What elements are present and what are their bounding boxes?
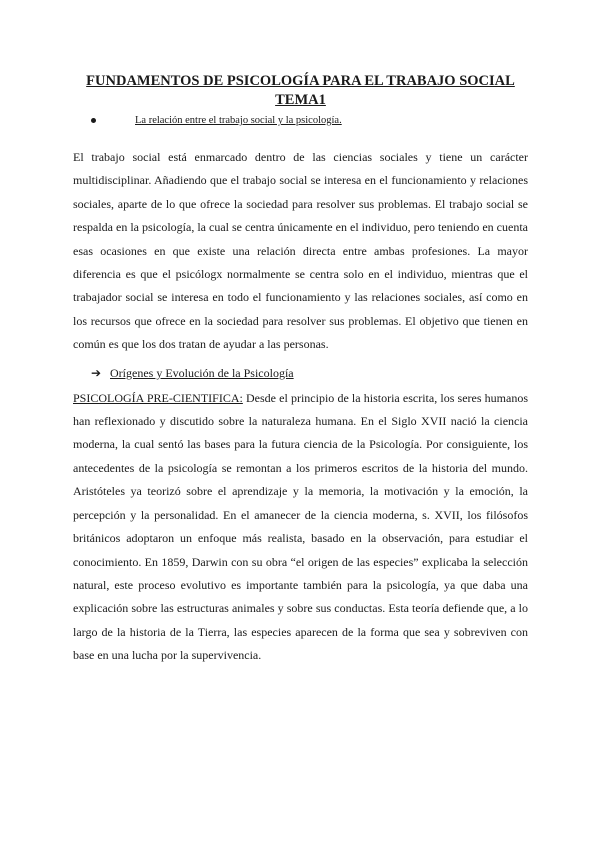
document-title bbox=[73, 72, 528, 110]
title-line-topic: TEMA1 bbox=[275, 92, 326, 108]
document-page bbox=[73, 72, 528, 668]
title-line-main: FUNDAMENTOS DE PSICOLOGÍA PARA EL TRABAJO SOCIAL bbox=[86, 73, 515, 89]
paragraph-precientifica bbox=[73, 387, 528, 668]
paragraph-intro: El trabajo social está enmarcado dentro de las ciencias sociales y tiene un carácter multidisciplinar. Añadiendo que el trabajo social se interesa en el funcionamiento y relaciones sociales, aparte de lo que ofrece la sociedad para resolver sus problemas. El trabajo social se respalda en la psicología, la cual se centra únicamente en el individuo, pero teniendo en cuenta esas ocasiones en que existe una relación directa entre ambas profesiones. La mayor diferencia es que el psicólogx normalmente se centra solo en el individuo, mientras que el trabajador social se interesa en todo el funcionamiento y las relaciones sociales, así como en los recursos que ofrece en la sociedad para resolver sus problemas. El objetivo que tienen en común es que los dos tratan de ayudar a las personas. bbox=[73, 150, 528, 352]
paragraph-lead-label: PSICOLOGÍA PRE-CIENTIFICA: bbox=[73, 390, 243, 405]
bullet-item-text: La relación entre el trabajo social y la psicología. bbox=[135, 115, 342, 126]
bullet-dot-icon bbox=[91, 118, 96, 123]
bullet-list-item bbox=[73, 114, 528, 128]
arrow-list-item bbox=[73, 363, 528, 383]
paragraph-body-text: Desde el principio de la historia escrita, los seres humanos han reflexionado y discutido sobre la naturaleza humana. En el Siglo XVII nació la ciencia moderna, la cual sentó las bases para la futura ciencia de la Psicología. Por consiguiente, los antecedentes de la psicología se remontan a los primeros escritos de la historia del mundo. Aristóteles ya teorizó sobre el aprendizaje y la memoria, la motivación y la emoción, la percepción y la personalidad. En el amanecer de la ciencia moderna, s. XVII, los filósofos británicos adoptaron un enfoque más realista, basado en la observación, para estudiar el conocimiento. En 1859, Darwin con su obra “el origen de las especies” explicaba la selección natural, este proceso evolutivo es importante también para la psicología, ya que daba una explicación sobre las estructuras animales y sobre sus conductas. Esta teoría defiende que, a lo largo de la historia de la Tierra, las especies aparecen de la forma que sea y sobreviven con base en una lucha por la supervivencia. bbox=[73, 390, 528, 663]
arrow-right-icon: ➔ bbox=[91, 365, 102, 380]
arrow-item-text: Orígenes y Evolución de la Psicología bbox=[110, 365, 294, 380]
